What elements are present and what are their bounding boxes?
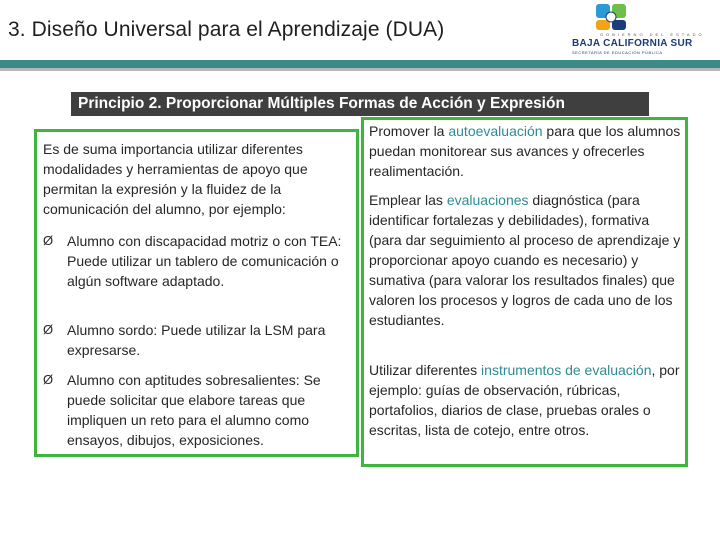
- self-evaluation-paragraph: [369, 121, 683, 181]
- p1-text-after: para que los alumnos puedan monitorear sus avances y ofrecerles realimentación.: [369, 123, 681, 179]
- evaluations-paragraph: [369, 190, 683, 330]
- p2-text-after: diagnóstica (para identificar fortalezas y debilidades), formativa (para dar seguimiento al proceso de aprendizaje y proporcionar apoyo cuando es necesario) y sumativa (para valorar los resultados finales) que valoren los procesos y logros de cada uno de los estudiantes.: [369, 192, 681, 328]
- p1-highlight: autoevaluación: [448, 123, 543, 139]
- header-bar: [0, 60, 720, 68]
- p3-highlight: instrumentos de evaluación: [481, 362, 652, 378]
- list-item: [43, 370, 359, 450]
- principle-heading: Principio 2. Proporcionar Múltiples Formas de Acción y Expresión: [71, 92, 649, 116]
- logo-top-text: GOBIERNO DEL ESTADO: [600, 32, 705, 37]
- list-item: [43, 320, 359, 360]
- arrow-bullet-icon: Ø: [43, 372, 54, 387]
- p2-highlight: evaluaciones: [446, 192, 529, 208]
- logo-name: BAJA CALIFORNIA SUR: [572, 38, 693, 49]
- slide-title: 3. Diseño Universal para el Aprendizaje (DUA): [8, 18, 445, 41]
- instruments-paragraph: [369, 360, 683, 440]
- arrow-bullet-icon: Ø: [43, 233, 54, 248]
- evaluation-box: [361, 117, 688, 467]
- p3-text-after: , por ejemplo: guías de observación, rúbricas, portafolios, diarios de clase, pruebas orales o escritas, lista de cotejo, entre otros.: [369, 362, 680, 438]
- p2-text-before: Emplear las: [369, 192, 447, 208]
- examples-intro: Es de suma importancia utilizar diferentes modalidades y herramientas de apoyo que permitan la expresión y la fluidez de la comunicación del alumno, por ejemplo:: [43, 141, 308, 217]
- arrow-bullet-icon: Ø: [43, 322, 54, 337]
- list-item-text: Alumno con discapacidad motriz o con TEA: Puede utilizar un tablero de comunicación o algún software adaptado.: [67, 233, 342, 289]
- list-item-text: Alumno con aptitudes sobresalientes: Se puede solicitar que elabore tareas que impliquen un reto para el alumno como ensayos, dibujos, exposiciones.: [67, 372, 321, 448]
- list-item: [43, 231, 359, 291]
- p1-text-before: Promover la: [369, 123, 449, 139]
- examples-box: [34, 129, 359, 457]
- list-item-text: Alumno sordo: Puede utilizar la LSM para expresarse.: [67, 322, 326, 358]
- header-divider: [0, 68, 720, 71]
- p3-text-before: Utilizar diferentes: [369, 362, 482, 378]
- logo-subtitle: SECRETARÍA DE EDUCACIÓN PÚBLICA: [572, 50, 663, 55]
